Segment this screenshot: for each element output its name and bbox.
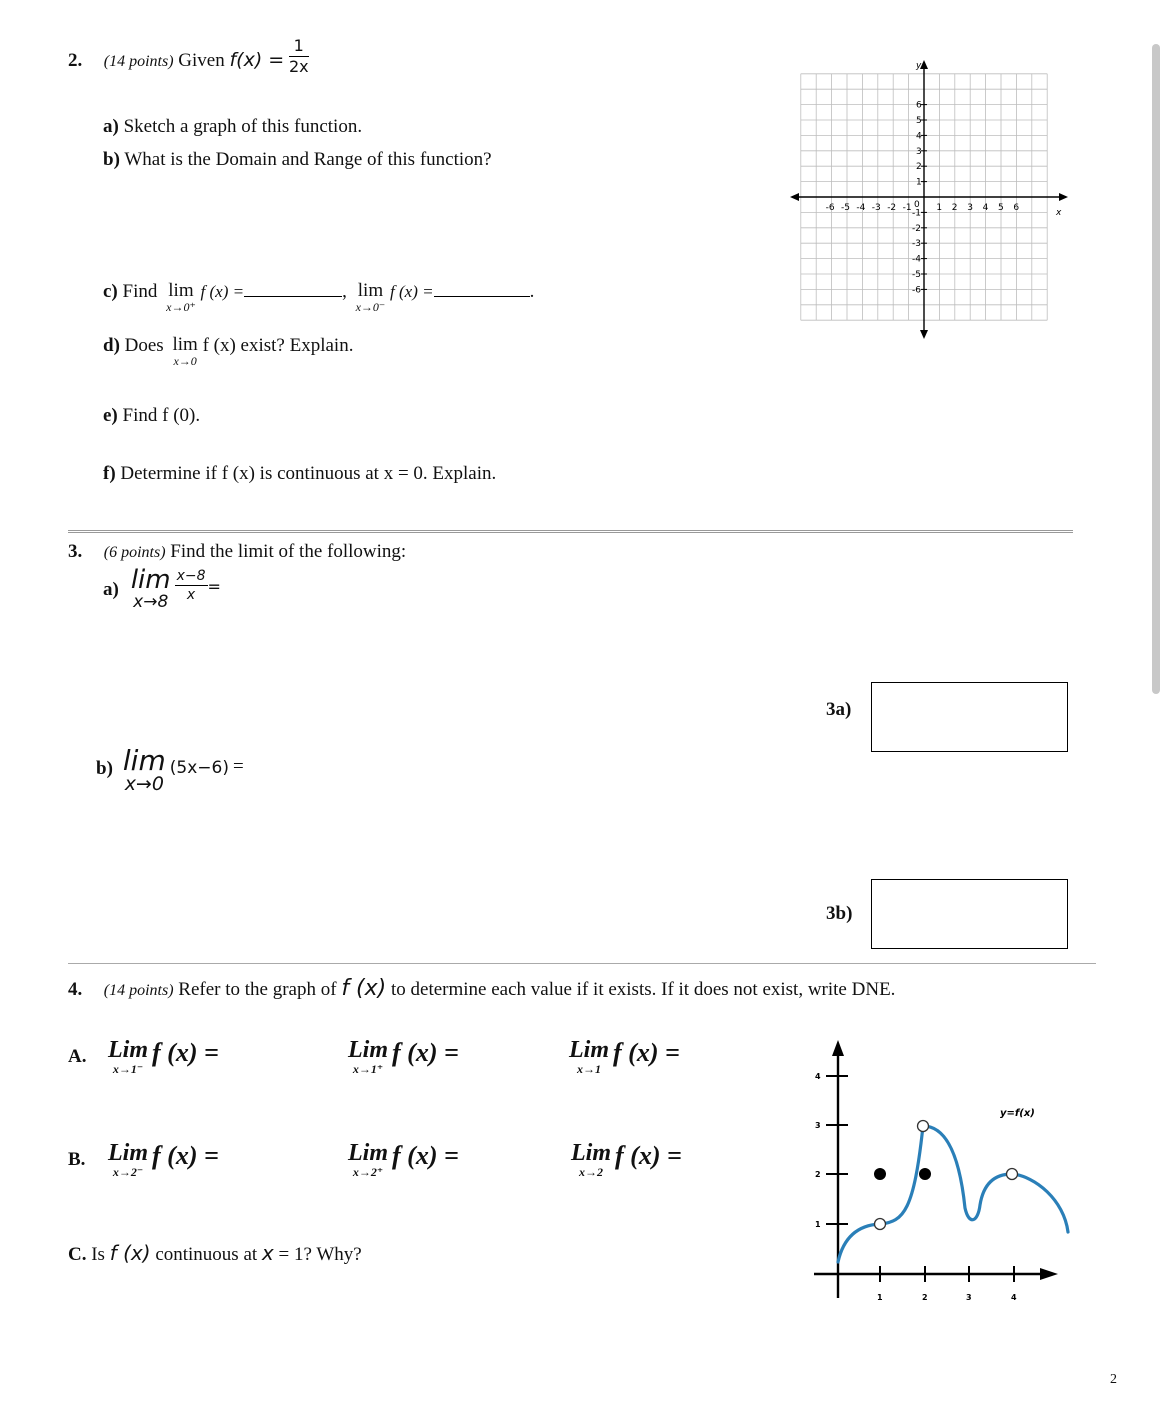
q4-a-lim-both-expr: f (x) = bbox=[613, 1038, 680, 1067]
q4-graph-curve-label: y=f(x) bbox=[1000, 1108, 1035, 1119]
q2-d-label: d) bbox=[103, 335, 120, 356]
q4-graph-filled-point-2 bbox=[919, 1168, 931, 1180]
q4-graph-x-arrow bbox=[1040, 1268, 1058, 1280]
q2-part-f bbox=[103, 463, 496, 485]
q3-part-a bbox=[103, 567, 221, 612]
q4-curve-segment-1 bbox=[838, 1224, 880, 1262]
q4-a-lim-both-block bbox=[569, 1038, 609, 1076]
q2-d-pre: Does bbox=[124, 335, 164, 356]
q4-graph-y-label-2: 2 bbox=[815, 1170, 821, 1179]
grid-origin-label: 0 bbox=[914, 200, 920, 210]
q2-c-label: c) bbox=[103, 281, 118, 302]
q3-a-lim-word: lim bbox=[130, 565, 171, 595]
grid-y-tick-label: 2 bbox=[916, 162, 922, 173]
q2-coordinate-grid bbox=[786, 56, 1076, 342]
q2-c-sep: , bbox=[342, 281, 347, 302]
q4-header bbox=[68, 976, 895, 1001]
q2-e-text: Find f (0). bbox=[122, 405, 201, 426]
q4-graph-open-point-2 bbox=[918, 1121, 929, 1132]
q3-b-eq: = bbox=[232, 756, 244, 777]
scrollbar[interactable] bbox=[1152, 44, 1160, 694]
q4-b-lim-both-word: Lim bbox=[571, 1140, 611, 1166]
q4-function-graph bbox=[800, 1030, 1080, 1310]
q4-b-lim-right-expr: f (x) = bbox=[392, 1141, 459, 1170]
q4-b-lim-left-block bbox=[108, 1141, 148, 1179]
q2-d-lim-sub: x→0 bbox=[173, 353, 197, 368]
grid-y-tick-label: -3 bbox=[912, 239, 921, 250]
q2-c-lim2 bbox=[356, 281, 386, 314]
q2-c-answer-blank-2[interactable] bbox=[434, 296, 530, 297]
q3-a-lim-sub: x→8 bbox=[133, 592, 169, 613]
q4-c-post: = 1? Why? bbox=[278, 1244, 362, 1265]
q2-a-label: a) bbox=[103, 116, 119, 137]
q4-a-lim-left-word: Lim bbox=[108, 1037, 148, 1063]
q2-given: Given bbox=[178, 49, 225, 71]
q4-prompt-func: f (x) bbox=[341, 976, 387, 1001]
q2-frac-den: 2x bbox=[288, 57, 309, 76]
q2-d-lim-word: lim bbox=[172, 334, 198, 355]
q2-c-expr2: f (x) = bbox=[390, 282, 434, 301]
q4-a-lim-right bbox=[348, 1038, 459, 1076]
q2-number: 2. bbox=[68, 49, 83, 71]
q4-a-lim-both-sub: x→1 bbox=[577, 1062, 601, 1077]
divider-q2-q3 bbox=[68, 530, 1073, 533]
q3-answer-box-a[interactable] bbox=[871, 682, 1068, 752]
q2-part-e bbox=[103, 405, 200, 427]
grid-y-tick-label: 5 bbox=[916, 116, 922, 126]
q3-answer-box-a-label: 3a) bbox=[826, 699, 852, 720]
q4-points: (14 points) bbox=[103, 982, 174, 999]
q4-a-lim-left-sub: x→1⁻ bbox=[112, 1062, 144, 1077]
grid-x-tick-label: -1 bbox=[902, 203, 912, 213]
grid-y-tick-label: 1 bbox=[916, 177, 922, 188]
q2-c-expr1: f (x) = bbox=[200, 282, 245, 301]
q2-c-lim2-word: lim bbox=[357, 280, 384, 301]
q2-part-a bbox=[103, 116, 362, 138]
q3-a-lim bbox=[131, 567, 171, 612]
q3-a-label: a) bbox=[103, 579, 119, 600]
q4-a-lim-right-block bbox=[348, 1038, 388, 1076]
q2-c-end: . bbox=[529, 281, 535, 302]
grid-x-tick-label: 6 bbox=[1013, 203, 1020, 213]
q4-c-pre: Is bbox=[91, 1244, 105, 1265]
q3-b-label: b) bbox=[96, 758, 113, 779]
q3-b-lim-sub: x→0 bbox=[124, 773, 164, 796]
q4-graph-open-point-1 bbox=[875, 1219, 886, 1230]
grid-y-tick-label: -1 bbox=[912, 208, 921, 219]
q4-b-lim-left-expr: f (x) = bbox=[152, 1141, 219, 1170]
q4-graph-open-point-3 bbox=[1007, 1169, 1018, 1180]
q4-b-lim-both-expr: f (x) = bbox=[615, 1141, 682, 1170]
q4-b-lim-both-sub: x→2 bbox=[579, 1165, 603, 1180]
q2-part-d bbox=[103, 335, 353, 368]
grid-y-tick-label: 6 bbox=[916, 100, 922, 111]
q4-graph-filled-point-1 bbox=[874, 1168, 886, 1180]
q2-frac-num: 1 bbox=[289, 38, 309, 57]
grid-y-tick-label: 4 bbox=[916, 131, 922, 142]
q4-b-lim-left-word: Lim bbox=[108, 1140, 148, 1166]
grid-x-arrow-left bbox=[790, 193, 799, 201]
q2-c-lim1-sub: x→0⁺ bbox=[166, 299, 196, 314]
q4-a-lim-right-sub: x→1⁺ bbox=[352, 1062, 384, 1077]
q4-c-label: C. bbox=[68, 1244, 87, 1265]
q4-b-lim-both-block bbox=[571, 1141, 611, 1179]
q4-a-lim-both bbox=[569, 1038, 680, 1076]
q4-graph-curve bbox=[838, 1126, 1068, 1262]
q3-answer-box-b-label: 3b) bbox=[826, 903, 853, 924]
q3-a-eq: = bbox=[207, 577, 221, 596]
grid-y-tick-label: 3 bbox=[916, 146, 922, 157]
q2-part-b bbox=[103, 149, 492, 171]
grid-x-tick-label: 1 bbox=[936, 203, 943, 213]
q2-func-lhs: f(x) = bbox=[229, 48, 285, 71]
q3-a-frac-den: x bbox=[186, 587, 196, 603]
grid-y-tick-label: -6 bbox=[912, 285, 921, 296]
q2-fraction bbox=[289, 38, 309, 75]
grid-x-tick-label: -3 bbox=[871, 203, 881, 213]
page-number: 2 bbox=[1110, 1372, 1117, 1387]
q4-prompt-pre: Refer to the graph of bbox=[178, 979, 337, 1000]
q3-part-b bbox=[96, 746, 244, 795]
q4-c-var: x bbox=[261, 1241, 274, 1265]
q2-b-label: b) bbox=[103, 149, 120, 170]
q4-number: 4. bbox=[68, 979, 83, 1000]
q2-c-lim2-sub: x→0⁻ bbox=[355, 299, 386, 314]
q2-points: (14 points) bbox=[103, 52, 174, 70]
q2-header bbox=[68, 36, 309, 76]
divider-q3-q4 bbox=[68, 963, 1096, 964]
q2-c-answer-blank-1[interactable] bbox=[244, 296, 342, 297]
q3-answer-box-b[interactable] bbox=[871, 879, 1068, 949]
q3-b-expr: (5x−6) bbox=[169, 758, 229, 778]
grid-y-label: y bbox=[916, 61, 922, 71]
grid-y-tick-label: -2 bbox=[912, 223, 921, 234]
q2-part-c bbox=[103, 281, 534, 314]
grid-x-tick-label: -6 bbox=[825, 203, 835, 213]
grid-x-tick-label: -2 bbox=[887, 203, 897, 213]
q3-a-frac-num: x−8 bbox=[176, 568, 206, 584]
q3-b-lim bbox=[123, 746, 166, 795]
q4-graph-y-arrow bbox=[832, 1040, 844, 1056]
q2-c-lim1-word: lim bbox=[168, 280, 194, 301]
q4-row-a-label: A. bbox=[68, 1046, 87, 1067]
q4-graph-x-label-2: 2 bbox=[922, 1293, 928, 1302]
q2-f-label: f) bbox=[103, 463, 116, 484]
grid-x-tick-label: -4 bbox=[856, 203, 866, 213]
grid-y-tick-label: -4 bbox=[912, 254, 921, 265]
q4-a-lim-right-word: Lim bbox=[348, 1037, 388, 1063]
q2-f-text: Determine if f (x) is continuous at x = 0. Explain. bbox=[120, 463, 497, 484]
grid-x-arrow-right bbox=[1059, 193, 1068, 201]
grid-y-arrow-down bbox=[920, 330, 928, 339]
grid-x-tick-label: 3 bbox=[967, 203, 973, 213]
q4-graph-x-label-3: 3 bbox=[966, 1293, 972, 1302]
q3-a-fraction bbox=[175, 569, 208, 602]
q4-c-func: f (x) bbox=[109, 1241, 151, 1265]
grid-y-tick-label: -5 bbox=[912, 270, 921, 280]
q4-b-lim-right-word: Lim bbox=[348, 1140, 388, 1166]
q4-a-lim-left-expr: f (x) = bbox=[152, 1038, 219, 1067]
q4-b-lim-both bbox=[571, 1141, 682, 1179]
q2-c-find: Find bbox=[122, 281, 158, 302]
q4-row-b-label: B. bbox=[68, 1149, 86, 1170]
q4-b-lim-right-sub: x→2⁺ bbox=[352, 1165, 384, 1180]
q3-points: (6 points) bbox=[103, 544, 166, 561]
q4-graph-x-label-1: 1 bbox=[877, 1293, 883, 1302]
grid-x-tick-label: -5 bbox=[841, 203, 850, 213]
q4-graph-y-label-4: 4 bbox=[815, 1072, 821, 1081]
q4-prompt-post: to determine each value if it exists. If it does not exist, write DNE. bbox=[391, 979, 896, 1000]
grid-x-label: x bbox=[1056, 208, 1062, 218]
q4-b-lim-left-sub: x→2⁻ bbox=[112, 1165, 144, 1180]
q4-b-lim-right bbox=[348, 1141, 459, 1179]
q2-e-label: e) bbox=[103, 405, 118, 426]
q4-a-lim-right-expr: f (x) = bbox=[392, 1038, 459, 1067]
grid-x-tick-label: 5 bbox=[998, 203, 1004, 213]
q2-b-text: What is the Domain and Range of this function? bbox=[124, 149, 492, 170]
grid-x-tick-label: 2 bbox=[951, 203, 958, 213]
q2-d-post: f (x) exist? Explain. bbox=[202, 335, 354, 356]
q4-curve-segment-2 bbox=[880, 1126, 923, 1224]
q4-graph-y-label-3: 3 bbox=[815, 1121, 821, 1130]
q2-a-text: Sketch a graph of this function. bbox=[123, 116, 363, 137]
q4-a-lim-left bbox=[108, 1038, 219, 1076]
q3-header bbox=[68, 541, 406, 563]
q3-prompt: Find the limit of the following: bbox=[170, 541, 407, 562]
q4-b-lim-left bbox=[108, 1141, 219, 1179]
q4-graph-x-label-4: 4 bbox=[1011, 1293, 1017, 1302]
q4-graph-y-label-1: 1 bbox=[815, 1220, 821, 1229]
q2-c-lim1 bbox=[166, 281, 196, 314]
q4-part-c bbox=[68, 1241, 362, 1266]
grid-y-tick-labels bbox=[912, 101, 927, 296]
grid-x-tick-labels bbox=[826, 203, 1020, 213]
q4-curve-segment-3 bbox=[923, 1126, 1068, 1232]
grid-x-tick-label: 4 bbox=[982, 203, 989, 213]
q4-a-lim-left-block bbox=[108, 1038, 148, 1076]
q4-c-mid: continuous at bbox=[155, 1244, 258, 1265]
q4-b-lim-right-block bbox=[348, 1141, 388, 1179]
q3-b-lim-word: lim bbox=[122, 744, 166, 777]
q2-d-lim bbox=[172, 335, 197, 368]
q3-number: 3. bbox=[68, 541, 83, 562]
q4-a-lim-both-word: Lim bbox=[569, 1037, 609, 1063]
